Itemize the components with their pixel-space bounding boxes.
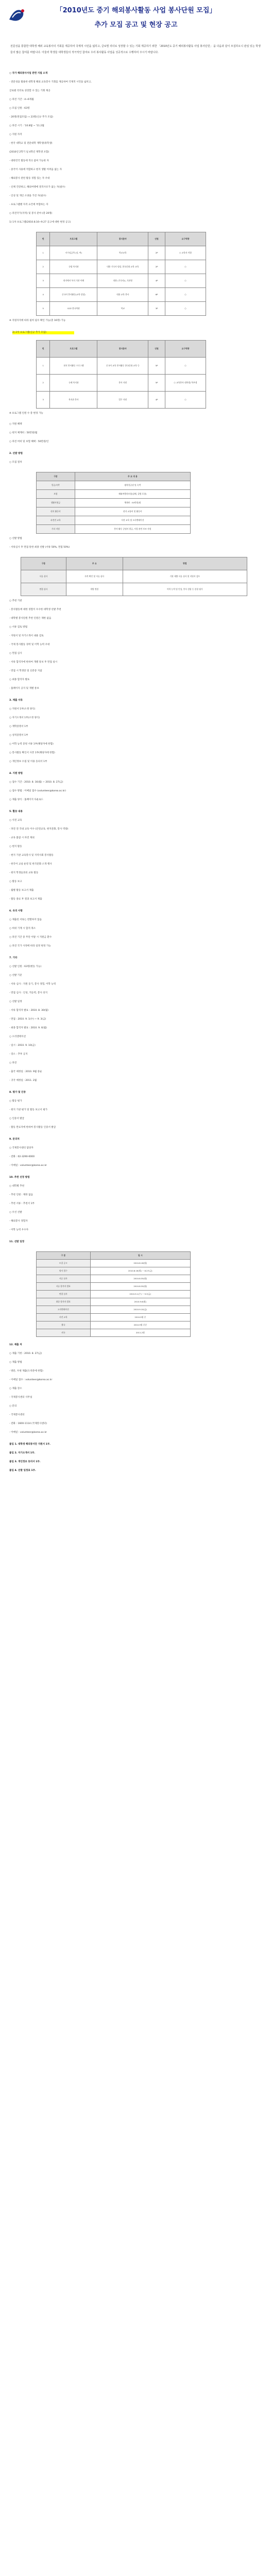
text-line: - 중국어 사용에 적합하고 현지 생활 어려움 없는 자	[9, 168, 62, 171]
section-heading: 붙임 4. 선발 일정표 1부.	[9, 1469, 36, 1472]
text-line: - 인성 및 개인 소양을 가진 자(필수)	[9, 195, 46, 197]
section-heading: 붙임 2. 자기소개서 1부.	[9, 1452, 36, 1454]
table-row	[37, 392, 206, 409]
table-cell: 2010.9월 중	[90, 1314, 190, 1321]
data-table	[36, 1251, 191, 1337]
text-line: - 한국어 교실 운영 및 한국문화 소개 행사	[9, 863, 52, 866]
column-header: 일 시	[90, 1252, 190, 1260]
text-line: - 지원서 및 자기소개서 내용 검토	[9, 635, 44, 637]
table-cell: 2	[37, 260, 50, 274]
table-header-row	[37, 472, 191, 481]
text-line: 글로벌 리더로 성장할 수 있는 기회 제공	[9, 90, 50, 92]
text-line: - 현지 기관 평가 및 활동 보고서 평가	[9, 1109, 48, 1111]
text-line: - 봉사활동에 대한 경험이 우수한 대학생 선발 추천	[9, 608, 61, 611]
column-header: 요구역량	[165, 341, 206, 358]
text-line: - 20명(면접모집) + 23명(신규 추가 모집)	[9, 116, 53, 118]
text-line: - 서류 합격자에 한하여 개별 통보 후 면접 실시	[9, 661, 58, 664]
text-line: ○ 제출 기한 : 2010. 8. 27(금)	[9, 1352, 42, 1355]
table-cell: 2010.9.10(금)	[90, 1306, 190, 1314]
text-line: ○ 사전 교육	[9, 819, 22, 822]
table-cell: 기관 제출 서류 심사 및 지원서 검토	[123, 570, 247, 583]
section-heading: 6. 유의 사항	[9, 910, 23, 912]
intro-paragraph: 전문성을 통함한 대학생 해외 교육봉사의 기회를 제공하여 국제적 시민을 넓히고, 글로벌 리더로 성장할 수 있는 기회 제공하기 위한 「2010년도 중기 해외봉사활동 사업 봉사단원」 을 다음과 같이 모집하오니 관심 있는 학생들의 많은 참여를 바랍니다. 아울러 학생들 대학생들의 적극적인 참여로 우리 봉사활동 사업을 성공적으로 수행하여 주시기 바랍니다.	[10, 45, 261, 54]
table-row	[37, 1321, 191, 1329]
column-header: 프로그램	[50, 341, 97, 358]
column-header: 프로그램	[50, 232, 97, 246]
table-row	[21, 570, 247, 583]
text-line: ○ 문의	[9, 1405, 17, 1408]
text-line: ○ 대학별 추천	[9, 1185, 25, 1188]
text-line: ○ 지원서 1부(소정 양식)	[9, 708, 36, 710]
table-cell: 체재비 : 50만원/월	[75, 499, 190, 507]
table-cell: 자격 확인 및 서류 심사	[66, 570, 123, 583]
column-header: 방법	[123, 557, 247, 570]
text-line: - 면접 시 학생증 및 신분증 지참	[9, 670, 42, 672]
column-header: 주 요 내 용	[75, 472, 190, 481]
section-heading: 7. 기타	[9, 957, 18, 959]
table-header-row	[37, 232, 206, 246]
section-heading: 11. 선발 일정	[9, 1241, 25, 1243]
text-line: ○ 접수 방법 : 이메일 접수 (volunteer@korea.ac.kr)	[9, 790, 66, 792]
text-line: ○ 제출 양식 : 홈페이지 다운로드	[9, 799, 44, 801]
text-line: ○ 선발 방법	[9, 537, 22, 540]
table-cell: 면접 심사	[37, 1291, 91, 1298]
table-cell: 출국	[37, 1321, 91, 1329]
table-cell: 현지에서 복지 기관 이해	[50, 274, 97, 288]
text-line: - 면접 심사 : 인성, 적응력, 봉사 의지	[9, 992, 48, 994]
text-line: - 대학별 봉사단원 추천 인원은 제한 없음	[9, 617, 52, 620]
text-line: - 대한민국 활동에 적극 참여 가능한 자	[9, 160, 49, 162]
text-line: - 이메일 : volunteer@korea.ac.kr	[9, 1431, 47, 1434]
table-cell: 1	[37, 358, 50, 375]
table-cell: 2010.8.30(월)	[90, 1275, 190, 1283]
text-line: ○ 허위 기재 시 합격 취소	[9, 927, 36, 930]
text-line: - 장소 : 추후 공지	[9, 1053, 28, 1056]
column-header: 구분	[37, 472, 75, 481]
table-cell: 해외여행자보험(상해, 질병 포함)	[75, 490, 190, 499]
text-line: ○ 파견 국가 사정에 따라 일정 변경 가능	[9, 945, 51, 947]
text-line: ○ 현지 활동	[9, 845, 22, 848]
table-row	[37, 1260, 191, 1267]
text-line: ○ 선발 인원 : 63명(변동 가능)	[9, 965, 42, 968]
table-cell: 서류 합격자 발표	[37, 1283, 91, 1291]
table-cell: 5P	[148, 358, 165, 375]
text-line: ○ 지원 자격	[9, 133, 22, 136]
column-header: 인원	[148, 232, 165, 246]
text-line: ○ 인증서 발급	[9, 1117, 25, 1120]
table-cell: ○	[165, 288, 206, 302]
table-cell: 내용 (기숙사/), 기관형	[97, 274, 148, 288]
table-cell: 2010.9월 중순	[90, 1321, 190, 1329]
data-table	[36, 232, 206, 316]
text-line: ○ 모집 절차	[9, 461, 22, 464]
text-line: ○ 파견	[9, 1062, 17, 1064]
table-row	[37, 1314, 191, 1321]
text-line: ○ 오리엔테이션	[9, 1036, 26, 1038]
data-table	[36, 340, 206, 409]
text-line: ○ 접수 기간 : 2010. 8. 16(월) ~ 2010. 8. 27(금)	[9, 781, 63, 784]
column-header: 인원	[148, 341, 165, 358]
text-line: - 신체 건강하고, 해외여행에 결격사유가 없는 자(필수)	[9, 186, 65, 189]
text-line: ○ 국제봉사센터 담당자	[9, 1147, 33, 1149]
table-cell: 3	[37, 274, 50, 288]
table-cell: ○ 교육봉사 대학생/ 학부생	[165, 375, 206, 392]
text-line: ○ 활동 평가	[9, 1100, 22, 1103]
text-line: - 월별 활동 보고서 제출	[9, 889, 34, 892]
text-line: - 현지 학생들과의 교류 활동	[9, 872, 39, 874]
section-heading: 5. 활동 내용	[9, 810, 23, 813]
table-row	[37, 490, 191, 499]
text-line: - 일시 : 2010. 9. 10(금)	[9, 1044, 36, 1047]
table-row	[37, 358, 206, 375]
text-line: ○ 재학증명서 1부	[9, 725, 28, 728]
text-line: ○ 제출된 서류는 반환하지 않음	[9, 919, 42, 921]
table-cell: ○	[165, 274, 206, 288]
column-header: 번	[37, 232, 50, 246]
table-cell: 6P	[148, 288, 165, 302]
section-heading: 10. 추천 선정 방법	[9, 1176, 30, 1179]
table-cell: 면접 심사	[21, 583, 66, 596]
table-cell: ○	[165, 302, 206, 316]
section-heading: 8. 평가 및 인증	[9, 1091, 26, 1094]
table-cell: 2010.8.16(월) ~ 8.27(금)	[90, 1267, 190, 1275]
page-title-line2: 추가 모집 공고 및 현장 공고	[94, 21, 178, 29]
table-cell: 서류 심사	[37, 1275, 91, 1283]
section-heading: 9. 문의처	[9, 1138, 20, 1141]
table-cell: 현지 활동비	[37, 507, 75, 516]
text-line: ○ 파견 여비 및 보험 혜택 : 50만원/인	[9, 440, 49, 443]
table-cell: 중국어 교육 봉사활동 한국문화 교육 등	[97, 358, 148, 375]
table-cell: 내용 교육 봉사	[97, 288, 148, 302]
table-cell: 업무 지원	[97, 392, 148, 409]
table-header-row	[37, 341, 206, 358]
text-line: ○ 모집 인원 : 63명	[9, 107, 30, 110]
table-cell: 생활지원금	[37, 499, 75, 507]
section-heading: 4. 지원 방법	[9, 772, 23, 775]
table-cell: 모집 공고	[37, 1260, 91, 1267]
table-cell: 봉사 지원	[97, 375, 148, 392]
text-line: ○ 면접 심사	[9, 652, 22, 655]
text-line: ○ 봉사활동 확인서 사본 1부(해당자에 한함)	[9, 752, 55, 754]
text-line: - 서류 합격자 발표 : 2010. 8. 30(월)	[9, 1009, 48, 1012]
text-line: - 서류심사 후 면접 통한 최종 선발 (서류 50%, 면접 50%)	[9, 546, 70, 549]
table-row	[37, 1283, 191, 1291]
table-cell: 사전 교육 및 오리엔테이션	[75, 516, 190, 525]
table-cell: 학교	[97, 302, 148, 316]
table-cell: 중국어 봉사활동(교육 담당)	[50, 288, 97, 302]
text-line: - 이메일 접수 : volunteer@korea.ac.kr	[9, 1379, 53, 1381]
text-line: - 활동 종료 후 결과 보고서 제출	[9, 898, 42, 901]
table-cell: 2011.2월	[90, 1329, 190, 1337]
text-line: ○ 활동 보고	[9, 880, 22, 883]
text-line: (2010년 2학기 일 4학년 재학생 포함)	[9, 151, 49, 154]
table-row	[37, 525, 191, 534]
table-row	[37, 375, 206, 392]
table-cell: 최종 합격자 발표	[37, 1298, 91, 1306]
text-line: - 활동 완료자에 한하여 봉사활동 인증서 발급	[9, 1126, 56, 1129]
text-line: - 추천 인원 : 제한 없음	[9, 1194, 33, 1196]
text-line: ○ 지원 혜택	[9, 423, 22, 426]
table-cell: ○	[165, 392, 206, 409]
text-line: ○ 파견 기간 중 무단 이탈 시 지원금 환수	[9, 936, 52, 939]
table-cell: 3P	[148, 302, 165, 316]
text-line: - 추천 서류 : 추천서 1부	[9, 1202, 35, 1205]
table-cell: GCE 한국학관	[50, 302, 97, 316]
text-line: ○ 최종 합격자 발표	[9, 679, 30, 681]
table-row	[37, 302, 206, 316]
text-line: ○ 파견 기간 : 4~6개월	[9, 98, 34, 101]
section-heading: 3. 제출 서류	[9, 699, 23, 702]
table-cell: 4P	[148, 392, 165, 409]
table-cell: 5	[37, 302, 50, 316]
table-header-row	[37, 1252, 191, 1260]
table-cell: 2010.9.6(월)	[90, 1298, 190, 1306]
text-line: - 홈페이지 공지 및 개별 통보	[9, 687, 39, 690]
text-line: 1) 1차 프로그램(2010.8.16~9.27 공고에 대한 변경 공고)	[9, 221, 71, 224]
table-cell: 사수임금학 (남, 여)	[50, 246, 97, 260]
table-cell: 4	[37, 288, 50, 302]
table-cell: 왕복항공권 및 숙박	[75, 481, 190, 490]
table-row	[37, 260, 206, 274]
table-cell: 국제 복지관	[50, 375, 97, 392]
text-line: ○ 추천 기관	[9, 600, 22, 602]
table-cell: 2010.9.1(수) ~ 9.3(금)	[90, 1291, 190, 1298]
text-line: - 면접 : 2010. 9. 1(수) ~ 9. 3(금)	[9, 1018, 46, 1021]
table-cell: 1	[37, 246, 50, 260]
table-row	[37, 1298, 191, 1306]
table-row	[21, 583, 247, 596]
text-line: - 해외봉사 경험자	[9, 1220, 28, 1223]
column-header: 요구역량	[165, 232, 206, 246]
section-heading: 붙임 3. 개인정보 동의서 1부.	[9, 1461, 41, 1463]
table-cell: 서류 심사	[21, 570, 66, 583]
table-header-row	[21, 557, 247, 570]
table-row	[37, 499, 191, 507]
table-cell: ○ 교육자 적합	[165, 246, 206, 260]
text-line: ○ 개인정보 수집 및 이용 동의서 1부	[9, 760, 47, 763]
table-cell: 보험	[37, 490, 75, 499]
table-cell: 원서 접수	[37, 1267, 91, 1275]
text-line: - 전화 : 02-3290-0000	[9, 1156, 35, 1158]
section-heading: 붙임 1. 대학생 해외봉사단 지원서 1부.	[9, 1443, 51, 1446]
text-line: - 파견 전 국내 교육 이수 (안전교육, 현지문화, 봉사 역량)	[9, 828, 69, 831]
table-cell: ○	[165, 358, 206, 375]
text-line: - 국제봉사센터 사무실	[9, 1396, 32, 1399]
text-line: ○ 어학 능력 증빙 서류 1부(해당자에 한함)	[9, 743, 54, 745]
data-table	[36, 472, 191, 534]
text-line: - 해외봉사 관련 활동 경험 있는 자 우대	[9, 177, 50, 180]
table-cell: ○	[165, 260, 206, 274]
table-cell: 2010.8.16(월)	[90, 1260, 190, 1267]
table-cell: 봉사 활동 증명서 발급, 사업 관련 보조 지원	[75, 525, 190, 534]
text-line: - 전문성을 활용한 대학생 해외 교육봉사 기회를 제공하여 국제적 시민을 넓히고,	[9, 81, 92, 83]
table-cell: 5P	[148, 375, 165, 392]
column-header: 주 요	[66, 557, 123, 570]
text-line: ○ 성적증명서 1부	[9, 734, 28, 737]
text-line: - 출국 예정일 : 2010. 9월 중순	[9, 1071, 42, 1073]
table-cell: 3	[37, 392, 50, 409]
table-row	[37, 481, 191, 490]
column-header: 봉사분야	[97, 232, 148, 246]
text-line: - 현지 기관 교육봉사 및 지역사회 봉사활동	[9, 854, 54, 857]
section-heading: 2. 선발 방법	[9, 452, 23, 455]
text-line: ○ 선발 기준	[9, 974, 22, 977]
text-line: - 전화 : 1600-1114 (국제봉사센터)	[9, 1422, 47, 1425]
highlighted-subheading: 2) 2차 프로그램(신규 추가 모집)	[12, 331, 74, 334]
table-cell: 항공/숙박	[37, 481, 75, 490]
text-line: ○ 파견국가(지역) 및 봉사 분야 (총 20명)	[9, 212, 53, 215]
section-heading: 12. 제출 처	[9, 1344, 22, 1346]
table-cell: 내용 기숙사 담당, 한국문화 교육 교육	[97, 260, 148, 274]
table-cell: 오리엔테이션	[37, 1306, 91, 1314]
text-line: - 방문, 우편 제출(도착분에 한함)	[9, 1370, 43, 1372]
text-line: - 최종 합격자 발표 : 2010. 9. 6(월)	[9, 1027, 47, 1029]
column-header: 번	[37, 341, 50, 358]
column-header: 구 분	[37, 1252, 91, 1260]
table-cell: 현지 봉사활동 프로그램	[50, 358, 97, 375]
text-line: - 한국 대학교 및 전문대학 재학생(휴학생)	[9, 142, 53, 145]
table-row	[37, 1291, 191, 1298]
table-cell: 4P	[148, 274, 165, 288]
text-line: ○ 제출 장소	[9, 1387, 22, 1390]
text-line: - 프로그램별 자격 요건에 부합하는 자	[9, 204, 48, 206]
table-cell: 복지관 봉사	[50, 392, 97, 409]
table-cell: 개별 면접	[66, 583, 123, 596]
table-row	[37, 288, 206, 302]
column-header: 구분	[21, 557, 66, 570]
table-cell: 기타 지원	[37, 525, 75, 534]
section-heading: ○ 국가 해외봉사사업 관련 지침 소개	[9, 72, 48, 75]
text-line: - 이메일 : volunteer@korea.ac.kr	[9, 1164, 47, 1167]
text-line: - 서류 심사 : 지원 동기, 봉사 경험, 어학 능력	[9, 983, 56, 986]
text-line: - 어학 능력 우수자	[9, 1229, 29, 1231]
table-cell: 2P	[148, 260, 165, 274]
table-row	[37, 1275, 191, 1283]
page-title-line1: 「2010년도 중기 해외봉사활동 사업 봉사단원 모집」	[56, 7, 216, 14]
table-cell: 2P	[148, 246, 165, 260]
table-cell: 학교교육	[97, 246, 148, 260]
table-cell: 어학 능력 및 인성, 봉사 경험 등 종합 평가	[123, 583, 247, 596]
text-line: ○ 현지 체재비 : 50만원/월	[9, 432, 38, 434]
table-row	[37, 1306, 191, 1314]
table-cell: 2010.8.30(월)	[90, 1283, 190, 1291]
text-line: ○ 제출 방법	[9, 1361, 22, 1364]
table-row	[37, 507, 191, 516]
text-line: ※ 프로그램 인원 수 총 변경 가능	[9, 412, 43, 415]
text-line: ○ 우선 선발	[9, 1211, 22, 1214]
text-line: ○ 선발 일정	[9, 1001, 22, 1003]
table-row	[37, 246, 206, 260]
text-line: ※ 지원자격에 따라 필히 필수 확인 가능(총 16명) 가능	[9, 319, 66, 322]
table-cell: 파견전 교육	[37, 516, 75, 525]
table-cell: 2	[37, 375, 50, 392]
table-row	[37, 1329, 191, 1337]
text-line: ○ 파견 시기 : '10.8월 ~ '11.2월	[9, 125, 44, 127]
data-table	[21, 557, 247, 596]
header	[0, 0, 272, 46]
text-line: ○ 자기소개서 1부(소정 양식)	[9, 717, 40, 719]
table-cell: 국립 복지관	[50, 260, 97, 274]
column-header: 봉사분야	[97, 341, 148, 358]
text-line: ○ 서류 검토 방법	[9, 626, 28, 629]
table-cell: 현지 교통비 및 활동비	[75, 507, 190, 516]
table-row	[37, 516, 191, 525]
text-line: - 국제봉사센터	[9, 1414, 25, 1416]
text-line: - 국제 봉사활동 경력 및 어학 능력 우대	[9, 643, 50, 646]
table-row	[37, 274, 206, 288]
table-row	[37, 1267, 191, 1275]
text-line: - 교육 불참 시 파견 제외	[9, 837, 35, 839]
table-cell: 사전 교육	[37, 1314, 91, 1321]
table-cell: 귀국	[37, 1329, 91, 1337]
text-line: - 귀국 예정일 : 2011. 2월	[9, 1079, 37, 1082]
